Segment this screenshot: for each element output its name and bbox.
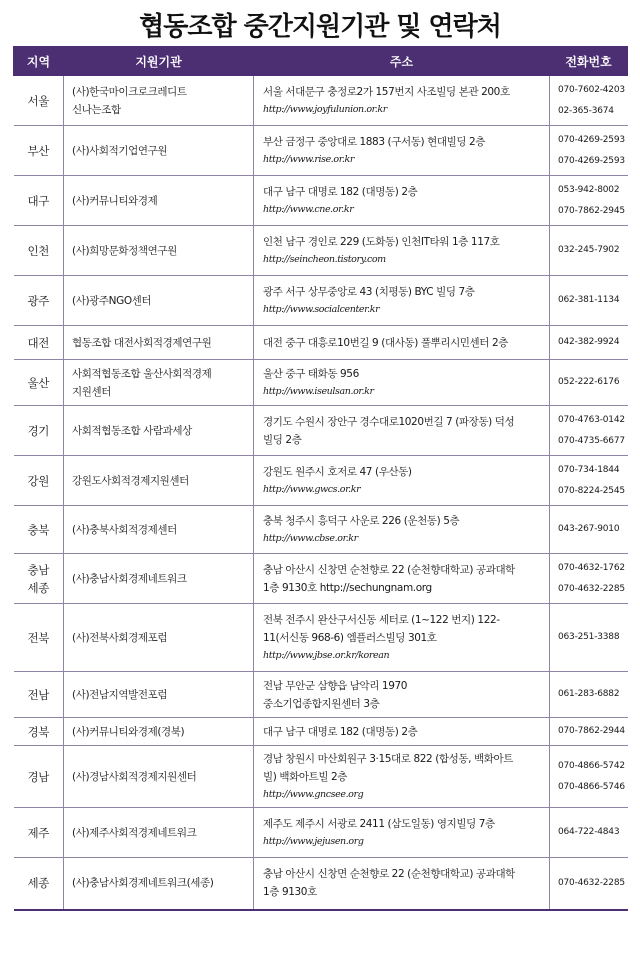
table-row [14, 276, 628, 326]
org-cell [64, 672, 254, 718]
org-cell [64, 604, 254, 672]
table-row [14, 858, 628, 910]
phone-cell [550, 76, 628, 126]
table-row [14, 808, 628, 858]
address-cell [254, 554, 550, 604]
url-link: http://seincheon.tistory.com [263, 253, 386, 265]
address-line: 서울 서대문구 충정로2가 157번지 사조빌딩 본관 200호 [263, 85, 510, 98]
region-line: 전북 [27, 630, 49, 645]
region-cell [14, 326, 64, 360]
region-line: 전남 [27, 687, 49, 702]
phone-line: 070-4632-2285 [558, 583, 625, 594]
region-cell [14, 746, 64, 808]
table-row [14, 456, 628, 506]
org-line: (사)커뮤니티와경제 [72, 194, 158, 207]
region-cell [14, 406, 64, 456]
address-cell [254, 406, 550, 456]
address-cell [254, 126, 550, 176]
region-cell [14, 76, 64, 126]
phone-cell [550, 808, 628, 858]
region-line: 경남 [27, 769, 49, 784]
address-cell [254, 456, 550, 506]
region-cell [14, 360, 64, 406]
region-cell [14, 506, 64, 554]
org-cell [64, 746, 254, 808]
org-line: (사)희망문화정책연구원 [72, 244, 177, 257]
table-row [14, 604, 628, 672]
org-cell [64, 718, 254, 746]
region-cell [14, 276, 64, 326]
region-line: 대구 [27, 193, 49, 208]
address-line: 강원도 원주시 호저로 47 (우산동) [263, 465, 412, 478]
phone-line: 070-4763-0142 [558, 414, 625, 425]
address-line: 경기도 수원시 장안구 경수대로1020번길 7 (파장동) 덕성 [263, 415, 515, 428]
org-line: 지원센터 [72, 385, 111, 398]
header-phone: 전화번호 [550, 47, 628, 76]
phone-line: 070-4632-1762 [558, 562, 625, 573]
url-link: http://www.iseulsan.or.kr [263, 385, 374, 397]
address-cell [254, 808, 550, 858]
url-link: http://www.jejusen.org [263, 835, 364, 847]
phone-cell [550, 326, 628, 360]
address-line: 충남 아산시 신창면 순천향로 22 (순천향대학교) 공과대학 [263, 868, 515, 881]
org-cell [64, 554, 254, 604]
phone-line: 070-4269-2593 [558, 134, 625, 145]
address-cell [254, 326, 550, 360]
phone-line: 043-267-9010 [558, 524, 620, 534]
region-line: 대전 [27, 335, 49, 350]
address-line: 빌) 백화아트빌 2층 [263, 770, 348, 783]
region-line: 충남 [27, 562, 49, 577]
address-line: 인천 남구 경인로 229 (도화동) 인천IT타워 1층 117호 [263, 235, 500, 248]
org-line: (사)사회적기업연구원 [72, 144, 168, 157]
phone-line: 064-722-4843 [558, 827, 620, 837]
table-row [14, 176, 628, 226]
table-row [14, 506, 628, 554]
phone-cell [550, 554, 628, 604]
header-org: 지원기관 [64, 47, 254, 76]
address-cell [254, 672, 550, 718]
phone-cell [550, 176, 628, 226]
phone-line: 070-7862-2945 [558, 205, 625, 216]
phone-line: 032-245-7902 [558, 245, 620, 255]
address-cell [254, 176, 550, 226]
address-line: 전북 전주시 완산구서신동 세터로 (1~122 번지) 122- [263, 613, 500, 626]
region-line: 경기 [27, 423, 49, 438]
region-line: 강원 [27, 473, 49, 488]
region-cell [14, 604, 64, 672]
org-line: (사)제주사회적경제네트워크 [72, 826, 197, 839]
table-row [14, 76, 628, 126]
org-cell [64, 858, 254, 910]
phone-cell [550, 718, 628, 746]
phone-cell [550, 746, 628, 808]
region-cell [14, 858, 64, 910]
org-line: (사)경남사회적경제지원센터 [72, 770, 197, 783]
url-link: http://www.joyfulunion.or.kr [263, 103, 387, 115]
address-line: 중소기업종합지원센터 3층 [263, 697, 380, 710]
address-cell [254, 76, 550, 126]
phone-line: 070-4269-2593 [558, 155, 625, 166]
address-line: 부산 금정구 중앙대로 1883 (구서동) 현대빌딩 2층 [263, 135, 486, 148]
table-row [14, 672, 628, 718]
address-line: 광주 서구 상무중앙로 43 (치평동) BYC 빌딩 7층 [263, 285, 475, 298]
region-line: 인천 [27, 243, 49, 258]
address-line: 경남 창원시 마산회원구 3·15대로 822 (합성동, 백화아트 [263, 752, 513, 765]
address-cell [254, 746, 550, 808]
table-row [14, 360, 628, 406]
region-cell [14, 456, 64, 506]
table-body [14, 76, 628, 910]
address-line: 대구 남구 대명로 182 (대명동) 2층 [263, 185, 418, 198]
org-cell [64, 456, 254, 506]
phone-line: 061-283-6882 [558, 689, 620, 699]
region-line: 충북 [27, 522, 49, 537]
table-row [14, 326, 628, 360]
org-cell [64, 76, 254, 126]
phone-line: 042-382-9924 [558, 337, 620, 347]
address-cell [254, 718, 550, 746]
table-row [14, 554, 628, 604]
region-cell [14, 554, 64, 604]
phone-cell [550, 226, 628, 276]
org-line: (사)전북사회경제포럼 [72, 631, 168, 644]
phone-line: 070-4866-5746 [558, 781, 625, 792]
address-line: 울산 중구 태화동 956 [263, 367, 359, 380]
region-cell [14, 718, 64, 746]
org-line: (사)커뮤니티와경제(경북) [72, 725, 185, 738]
org-line: (사)충남사회경제네트워크 [72, 572, 187, 585]
region-line: 세종 [27, 876, 49, 891]
region-cell [14, 808, 64, 858]
org-cell [64, 276, 254, 326]
address-line: 1층 9130호 [263, 886, 317, 899]
region-cell [14, 672, 64, 718]
phone-line: 070-4632-2285 [558, 877, 625, 888]
phone-line: 070-7862-2944 [558, 726, 625, 736]
phone-cell [550, 276, 628, 326]
page-title: 협동조합 중간지원기관 및 연락처 [139, 11, 501, 42]
table-row [14, 718, 628, 746]
table-row [14, 746, 628, 808]
org-cell [64, 176, 254, 226]
org-cell [64, 406, 254, 456]
org-line: 신나는조합 [72, 103, 121, 116]
phone-cell [550, 672, 628, 718]
phone-line: 02-365-3674 [558, 105, 614, 116]
org-line: (사)충북사회적경제센터 [72, 523, 177, 536]
address-cell [254, 858, 550, 910]
region-line: 부산 [27, 143, 49, 158]
table-row [14, 126, 628, 176]
address-line: 충북 청주시 흥덕구 사운로 226 (운천동) 5층 [263, 514, 460, 527]
org-line: (사)한국마이크로크레디트 [72, 85, 187, 98]
phone-line: 070-8224-2545 [558, 485, 625, 496]
address-line: 11(서신동 968-6) 엠플러스빌딩 301호 [263, 631, 437, 644]
address-cell [254, 276, 550, 326]
address-line: 충남 아산시 신창면 순천향로 22 (순천향대학교) 공과대학 [263, 563, 515, 576]
org-cell [64, 506, 254, 554]
url-link: http://www.jbse.or.kr/korean [263, 649, 390, 661]
phone-cell [550, 604, 628, 672]
phone-cell [550, 126, 628, 176]
phone-line: 070-4866-5742 [558, 760, 625, 771]
region-line: 울산 [27, 375, 49, 390]
org-cell [64, 360, 254, 406]
phone-cell [550, 456, 628, 506]
phone-line: 070-4735-6677 [558, 435, 625, 446]
address-line: 전남 무안군 삼향읍 남악리 1970 [263, 679, 408, 692]
address-line: 제주도 제주시 서광로 2411 (삼도일동) 영지빌딩 7층 [263, 817, 495, 830]
region-cell [14, 176, 64, 226]
region-line: 제주 [27, 825, 49, 840]
org-line: 강원도사회적경제지원센터 [72, 474, 189, 487]
phone-line: 062-381-1134 [558, 295, 620, 305]
org-line: 협동조합 대전사회적경제연구원 [72, 336, 212, 349]
address-line: 1층 9130호 http://sechungnam.org [263, 581, 432, 594]
url-link: http://www.gwcs.or.kr [263, 483, 361, 495]
region-line: 광주 [27, 293, 49, 308]
region-line: 세종 [27, 580, 49, 595]
org-cell [64, 808, 254, 858]
region-line: 경북 [27, 724, 49, 739]
region-cell [14, 126, 64, 176]
phone-line: 070-734-1844 [558, 464, 620, 475]
org-line: (사)충남사회경제네트워크(세종) [72, 877, 214, 890]
url-link: http://www.cne.or.kr [263, 203, 354, 215]
address-cell [254, 226, 550, 276]
org-line: (사)광주NGO센터 [72, 294, 152, 307]
address-line: 대전 중구 대흥로10번길 9 (대사동) 풀뿌리시민센터 2층 [263, 336, 508, 349]
table-row [14, 406, 628, 456]
phone-cell [550, 406, 628, 456]
phone-line: 070-7602-4203 [558, 84, 625, 95]
phone-line: 053-942-8002 [558, 184, 620, 195]
org-cell [64, 126, 254, 176]
url-link: http://www.rise.or.kr [263, 153, 354, 165]
contact-table [13, 46, 628, 911]
address-line: 빌딩 2층 [263, 433, 302, 446]
org-line: 사회적협동조합 사람과세상 [72, 424, 192, 437]
org-line: 사회적협동조합 울산사회적경제 [72, 367, 212, 380]
table-row [14, 226, 628, 276]
phone-line: 052-222-6176 [558, 377, 620, 387]
address-line: 대구 남구 대명로 182 (대명동) 2층 [263, 725, 418, 738]
address-cell [254, 360, 550, 406]
table-header-row [14, 47, 628, 76]
region-cell [14, 226, 64, 276]
header-address: 주소 [254, 47, 550, 76]
phone-cell [550, 506, 628, 554]
url-link: http://www.gncsee.org [263, 788, 364, 800]
url-link: http://www.socialcenter.kr [263, 303, 380, 315]
org-line: (사)전남지역발전포럼 [72, 688, 168, 701]
org-cell [64, 326, 254, 360]
org-cell [64, 226, 254, 276]
phone-cell [550, 858, 628, 910]
address-cell [254, 506, 550, 554]
phone-line: 063-251-3388 [558, 632, 620, 642]
url-link: http://www.cbse.or.kr [263, 532, 358, 544]
address-cell [254, 604, 550, 672]
header-region: 지역 [14, 47, 64, 76]
phone-cell [550, 360, 628, 406]
region-line: 서울 [27, 93, 49, 108]
